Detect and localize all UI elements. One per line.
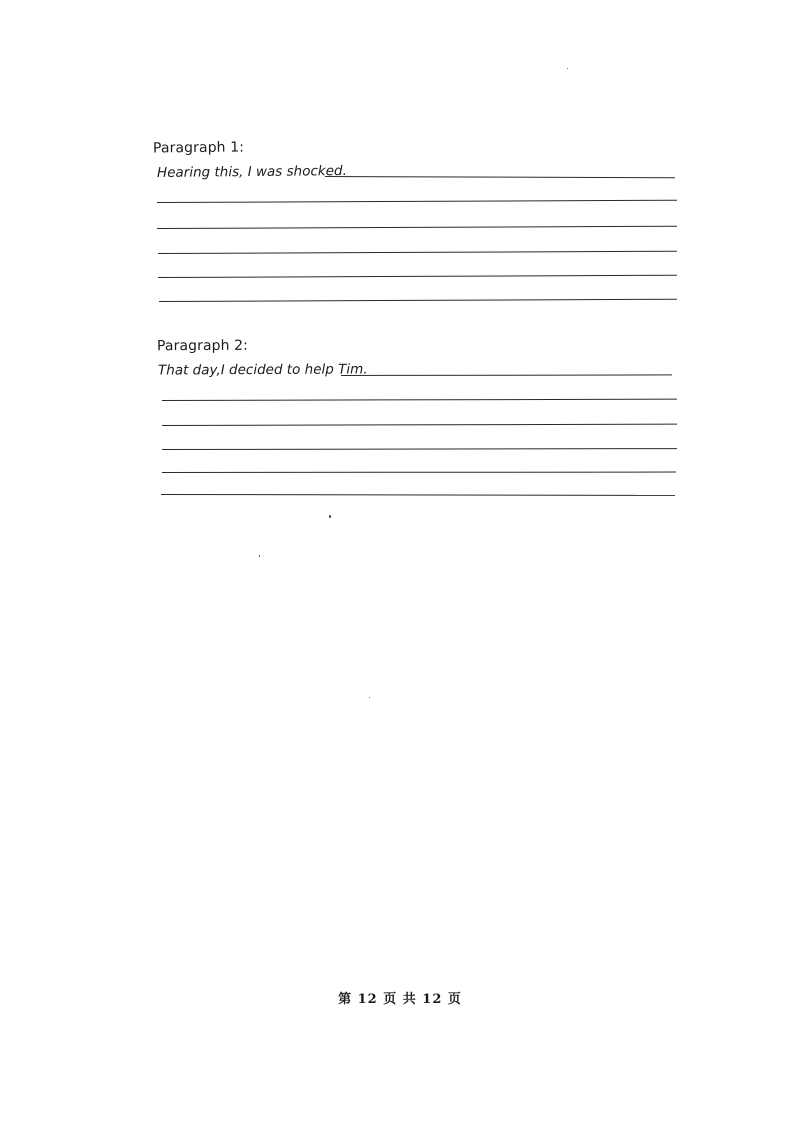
paragraph-1-answer-line[interactable]: [158, 251, 677, 254]
paragraph-2-answer-line[interactable]: [162, 472, 676, 473]
scan-speck: [369, 697, 370, 698]
paragraph-2-answer-line[interactable]: [341, 374, 672, 376]
scan-speck: [567, 68, 568, 69]
paragraph-2-answer-line[interactable]: [161, 494, 675, 496]
paragraph-1-answer-line[interactable]: [325, 176, 675, 178]
scan-speck: [329, 515, 331, 518]
paragraph-2-answer-line[interactable]: [162, 424, 677, 426]
paragraph-1-answer-line[interactable]: [157, 200, 677, 203]
scan-speck: [259, 555, 260, 557]
paragraph-1-starter: Hearing this, I was shocked.: [156, 163, 347, 181]
paragraph-2-answer-line[interactable]: [162, 399, 677, 401]
paragraph-1-answer-line[interactable]: [158, 275, 677, 278]
paragraph-2-starter: That day,I decided to help Tim.: [157, 361, 368, 379]
paragraph-1-heading: Paragraph 1:: [152, 139, 245, 157]
page-number-footer: 第 12 页 共 12 页: [338, 992, 462, 1007]
paragraph-2-answer-line[interactable]: [162, 448, 677, 450]
paragraph-1-answer-line[interactable]: [157, 226, 677, 229]
paragraph-1-answer-line[interactable]: [159, 299, 677, 302]
paragraph-2-heading: Paragraph 2:: [156, 337, 249, 355]
